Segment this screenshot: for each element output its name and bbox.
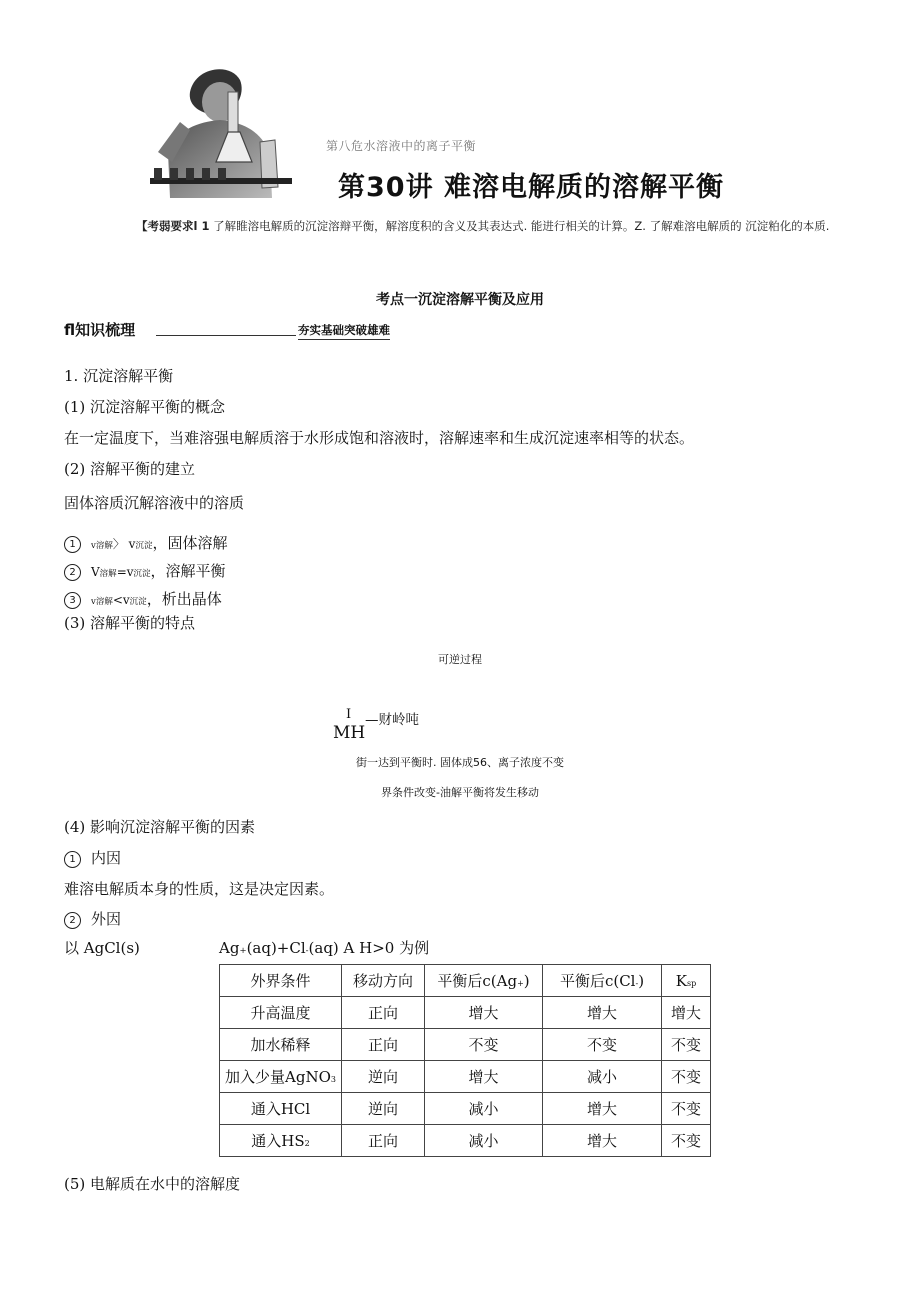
diagram-mh: MH	[333, 723, 366, 743]
item-1: 1. 沉淀溶解平衡	[64, 367, 174, 385]
rate-subscript: 沉淀	[133, 569, 151, 579]
circled-number-icon: 1	[64, 851, 81, 868]
item-1-1: (1) 沉淀溶解平衡的概念	[64, 398, 226, 416]
condition-result: ，析出晶体	[146, 590, 222, 608]
table-row	[220, 1125, 711, 1157]
table-cell: 通入HS2	[220, 1125, 342, 1157]
table-row	[220, 1029, 711, 1061]
table-cell: 加入少量AgNO3	[220, 1061, 342, 1093]
equation-part: (aq) A H>0 为例	[308, 939, 430, 957]
diagram-change: 界条件改变-油解平衡将发生移动	[381, 786, 539, 799]
chapter-label: 第八危水溶液中的离子平衡	[326, 139, 477, 153]
diagram-fixed: 街一达到平衡时. 固体成56、离子浓度不变	[356, 756, 564, 769]
requirements-text: 了解睢溶电解质的沉淀溶辩平衡，解溶度积的含义及其表达式. 能进行相关的计算。Z. 了解难溶电解质的 沉淀粕化的本质.	[209, 219, 830, 233]
condition-result: ，固体溶解	[152, 534, 228, 552]
table-cell: 减小	[425, 1125, 543, 1157]
item-1-3: (3) 溶解平衡的特点	[64, 614, 196, 632]
equation-part: (aq)+Cl	[246, 939, 306, 957]
internal-text: 难溶电解质本身的性质，这是决定因素。	[64, 880, 335, 898]
table-cell: 增大	[543, 1125, 662, 1157]
table-cell: 升高温度	[220, 997, 342, 1029]
item-1-2: (2) 溶解平衡的建立	[64, 460, 196, 478]
heading-rule	[156, 335, 296, 336]
rate-symbol: V	[91, 565, 100, 579]
table-row	[220, 1093, 711, 1125]
table-row	[220, 1061, 711, 1093]
table-header: Ksp	[662, 965, 711, 997]
condition-3	[64, 588, 222, 609]
internal-factor	[64, 847, 121, 868]
table-cell: 正向	[342, 997, 425, 1029]
condition-2	[64, 560, 226, 581]
item-1-5: (5) 电解质在水中的溶解度	[64, 1175, 241, 1193]
table-cell: 不变	[662, 1061, 711, 1093]
diagram-bracket: I	[346, 707, 352, 722]
rate-symbol: v	[91, 541, 96, 551]
establish-text: 固体溶质沉解溶液中的溶质	[64, 494, 245, 512]
exam-requirements	[136, 218, 829, 234]
table-cell: 增大	[543, 997, 662, 1029]
table-header: 平衡后c(Cl-)	[543, 965, 662, 997]
table-cell: 正向	[342, 1125, 425, 1157]
equation-part: Ag	[219, 939, 240, 957]
table-cell: 不变	[543, 1029, 662, 1061]
diagram-reversible: 可逆过程	[438, 653, 482, 666]
knowledge-subheading: 夯实基础突破雄难	[298, 322, 390, 340]
internal-heading: 内因	[91, 849, 122, 867]
table-cell: 增大	[425, 997, 543, 1029]
item-1-4: (4) 影响沉淀溶解平衡的因素	[64, 818, 256, 836]
example-left: 以 AgCl(s)	[64, 939, 140, 957]
table-header-row	[220, 965, 711, 997]
table-cell: 不变	[662, 1029, 711, 1061]
factor-table	[219, 964, 711, 1157]
rate-subscript: 溶解	[99, 569, 117, 579]
rate-operator: =v	[116, 565, 134, 579]
knowledge-heading: fl知识梳理	[64, 321, 136, 339]
table-cell: 不变	[425, 1029, 543, 1061]
table-cell: 减小	[543, 1061, 662, 1093]
table-cell: 逆向	[342, 1093, 425, 1125]
rate-operator: <v	[112, 593, 130, 607]
table-header: 外界条件	[220, 965, 342, 997]
lecture-title: 第30讲 难溶电解质的溶解平衡	[338, 172, 724, 203]
table-header: 移动方向	[342, 965, 425, 997]
table-cell: 正向	[342, 1029, 425, 1061]
table-header: 平衡后c(Ag+)	[425, 965, 543, 997]
circled-number-icon: 3	[64, 592, 81, 609]
table-cell: 增大	[425, 1061, 543, 1093]
example-equation: Ag+(aq)+Cl-(aq) A H>0 为例	[219, 939, 430, 957]
external-heading: 外因	[91, 910, 122, 928]
condition-result: ，溶解平衡	[150, 562, 226, 580]
table-cell: 增大	[543, 1093, 662, 1125]
table-cell: 增大	[662, 997, 711, 1029]
table-cell: 不变	[662, 1093, 711, 1125]
circled-number-icon: 1	[64, 536, 81, 553]
circled-number-icon: 2	[64, 912, 81, 929]
table-cell: 通入HCl	[220, 1093, 342, 1125]
condition-1	[64, 532, 227, 553]
concept-text: 在一定温度下，当难溶强电解质溶于水形成饱和溶液时，溶解速率和生成沉淀速率相等的状态。	[64, 429, 695, 447]
rate-operator: 〉 v	[112, 537, 136, 551]
table-cell: 不变	[662, 1125, 711, 1157]
diagram-dynamic: —财岭吨	[365, 712, 419, 728]
table-cell: 逆向	[342, 1061, 425, 1093]
header-illustration	[150, 62, 292, 198]
rate-subscript: 溶解	[95, 541, 113, 551]
rate-subscript: 沉淀	[135, 541, 153, 551]
rate-subscript: 沉淀	[129, 597, 147, 607]
rate-subscript: 溶解	[95, 597, 113, 607]
table-row	[220, 997, 711, 1029]
circled-number-icon: 2	[64, 564, 81, 581]
table-cell: 加水稀释	[220, 1029, 342, 1061]
table-cell: 减小	[425, 1093, 543, 1125]
external-factor	[64, 908, 121, 929]
requirements-prefix: 【考弱要求l 1	[136, 219, 210, 233]
section-title: 考点一沉淀溶解平衡及应用	[376, 292, 544, 308]
rate-symbol: v	[91, 597, 96, 607]
